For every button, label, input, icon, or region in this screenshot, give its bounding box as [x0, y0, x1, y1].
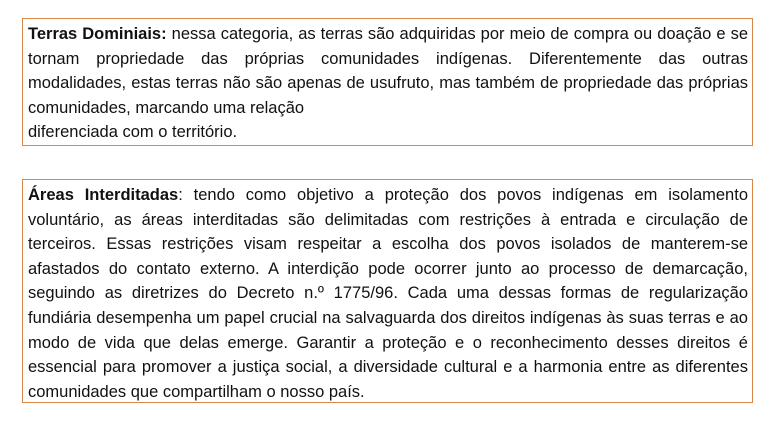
areas-interditadas-paragraph	[28, 183, 748, 404]
terras-dominiais-text: nessa categoria, as terras são adquiridas por meio de compra ou doação e se tornam propriedade das próprias comunidades indígenas. Diferentemente das outras modalidades, estas terras não são apenas de usufruto, mas também de propriedade das próprias comunidades, marcando uma relação	[28, 25, 748, 117]
terras-dominiais-box	[22, 18, 753, 146]
areas-interditadas-text: : tendo como objetivo a proteção dos povos indígenas em isolamento voluntário, as áreas interditadas são delimitadas com restrições à entrada e circulação de terceiros. Essas restrições visam respeitar a escolha dos povos isolados de manterem-se afastados do contato externo. A interdição pode ocorrer junto ao processo de demarcação, seguindo as diretrizes do Decreto n.º 1775/96. Cada uma dessas formas de regularização fundiária desempenha um papel crucial na salvaguarda dos direitos indígenas às suas terras e ao modo de vida que delas emerge. Garantir a proteção e o reconhecimento desses direitos é essencial para promover a justiça social, a diversidade cultural e a harmonia entre as diferentes comunidades que compartilham o nosso país.	[28, 186, 748, 401]
terras-dominiais-paragraph	[28, 22, 748, 120]
areas-interditadas-term: Áreas Interditadas	[28, 186, 179, 204]
terras-dominiais-term: Terras Dominiais:	[28, 25, 167, 43]
terras-dominiais-last-line: diferenciada com o território.	[28, 123, 238, 142]
areas-interditadas-box	[22, 179, 753, 403]
